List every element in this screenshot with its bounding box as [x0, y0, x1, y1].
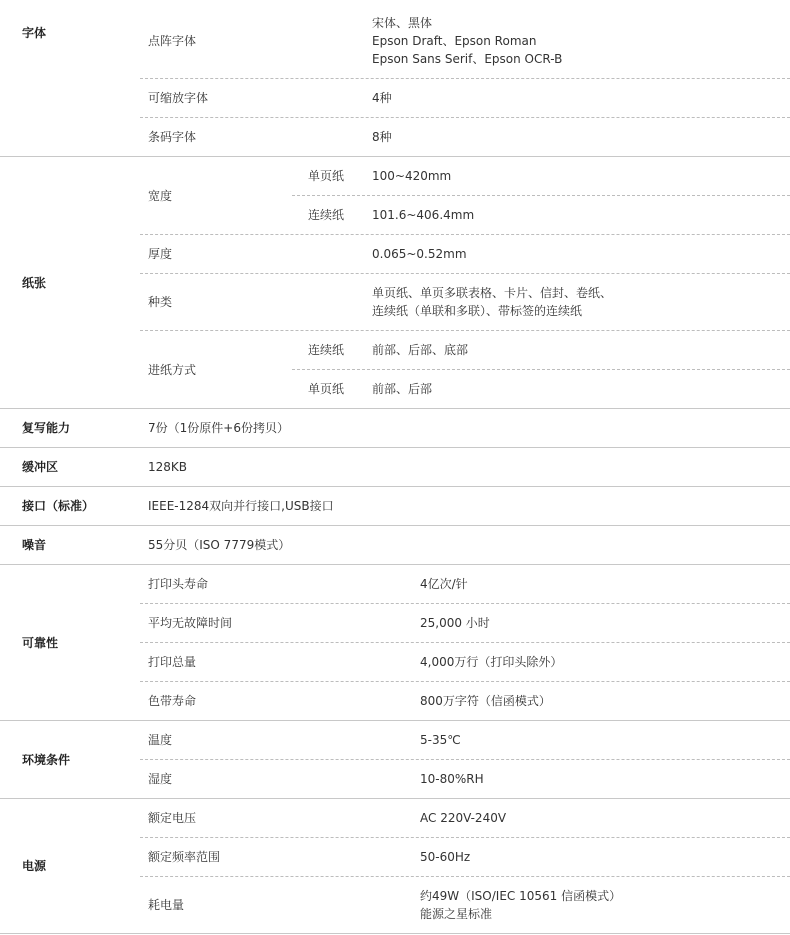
interface-value: IEEE-1284双向并行接口,USB接口: [148, 499, 334, 513]
paper-width-single-label: 单页纸: [308, 169, 345, 183]
paper-width-single-value: 100~420mm: [372, 169, 452, 183]
row-divider: [292, 369, 790, 370]
noise-value: 55分贝（ISO 7779模式）: [148, 538, 291, 552]
section-divider: [0, 720, 790, 721]
paper-type-line: 连续纸（单联和多联）、带标签的连续纸: [372, 304, 583, 318]
barcode-font-value: 8种: [372, 130, 392, 144]
category-reliability: 可靠性: [22, 635, 59, 650]
power-consumption-line: 能源之星标准: [420, 907, 493, 921]
section-divider: [0, 564, 790, 565]
print-volume-value: 4,000万行（打印头除外）: [420, 655, 563, 669]
category-power: 电源: [22, 859, 47, 873]
humidity-value: 10-80%RH: [420, 772, 484, 786]
power-consumption-label: 耗电量: [148, 898, 185, 912]
rated-voltage-label: 额定电压: [148, 811, 197, 825]
rated-voltage-value: AC 220V-240V: [420, 811, 507, 825]
paper-type-label: 种类: [148, 295, 173, 309]
paper-type-value: [372, 274, 612, 330]
section-divider: [0, 447, 790, 448]
row-divider: [140, 117, 790, 118]
power-consumption-value: [420, 877, 621, 933]
paper-thickness-value: 0.065~0.52mm: [372, 247, 467, 261]
paper-width-continuous-label: 连续纸: [308, 208, 345, 222]
power-consumption-line: 约49W（ISO/IEC 10561 信函模式）: [420, 889, 622, 903]
frequency-range-value: 50-60Hz: [420, 850, 471, 864]
section-divider: [0, 408, 790, 409]
dot-matrix-font-label: 点阵字体: [148, 34, 197, 48]
category-interface: 接口（标准）: [22, 499, 95, 513]
paper-width-continuous-value: 101.6~406.4mm: [372, 208, 475, 222]
paper-thickness-label: 厚度: [148, 247, 173, 261]
print-volume-label: 打印总量: [148, 655, 197, 669]
paper-width-label: 宽度: [148, 188, 173, 203]
humidity-label: 湿度: [148, 772, 173, 786]
category-font: 字体: [22, 26, 47, 40]
paper-feed-label: 进纸方式: [148, 362, 197, 377]
category-environment: 环境条件: [22, 752, 71, 767]
section-divider: [0, 525, 790, 526]
paper-type-line: 单页纸、单页多联表格、卡片、信封、卷纸、: [372, 286, 613, 300]
dot-matrix-font-line: 宋体、黑体: [372, 16, 433, 30]
frequency-range-label: 额定频率范围: [148, 850, 221, 864]
temperature-value: 5-35℃: [420, 733, 461, 747]
dot-matrix-font-line: Epson Sans Serif、Epson OCR-B: [372, 52, 563, 66]
dot-matrix-font-line: Epson Draft、Epson Roman: [372, 34, 537, 48]
ribbon-life-value: 800万字符（信函模式）: [420, 694, 551, 708]
category-buffer: 缓冲区: [22, 460, 59, 474]
buffer-value: 128KB: [148, 460, 188, 474]
mtbf-label: 平均无故障时间: [148, 616, 233, 630]
row-divider: [140, 78, 790, 79]
temperature-label: 温度: [148, 733, 173, 747]
section-divider: [0, 798, 790, 799]
copy-capability-value: 7份（1份原件+6份拷贝）: [148, 421, 289, 435]
mtbf-value: 25,000 小时: [420, 616, 490, 630]
ribbon-life-label: 色带寿命: [148, 694, 197, 708]
scalable-font-value: 4种: [372, 91, 392, 105]
category-noise: 噪音: [22, 538, 47, 552]
head-life-value: 4亿次/针: [420, 577, 468, 591]
section-divider: [0, 486, 790, 487]
dot-matrix-font-value: [372, 14, 562, 68]
category-paper: 纸张: [22, 275, 47, 290]
category-copy-capability: 复写能力: [22, 421, 71, 435]
section-divider: [0, 933, 790, 934]
paper-feed-single-value: 前部、后部: [372, 382, 433, 396]
row-divider: [292, 195, 790, 196]
head-life-label: 打印头寿命: [148, 577, 209, 591]
paper-feed-single-label: 单页纸: [308, 382, 345, 396]
paper-feed-continuous-label: 连续纸: [308, 343, 345, 357]
scalable-font-label: 可缩放字体: [148, 91, 209, 105]
barcode-font-label: 条码字体: [148, 130, 197, 144]
paper-feed-continuous-value: 前部、后部、底部: [372, 343, 469, 357]
